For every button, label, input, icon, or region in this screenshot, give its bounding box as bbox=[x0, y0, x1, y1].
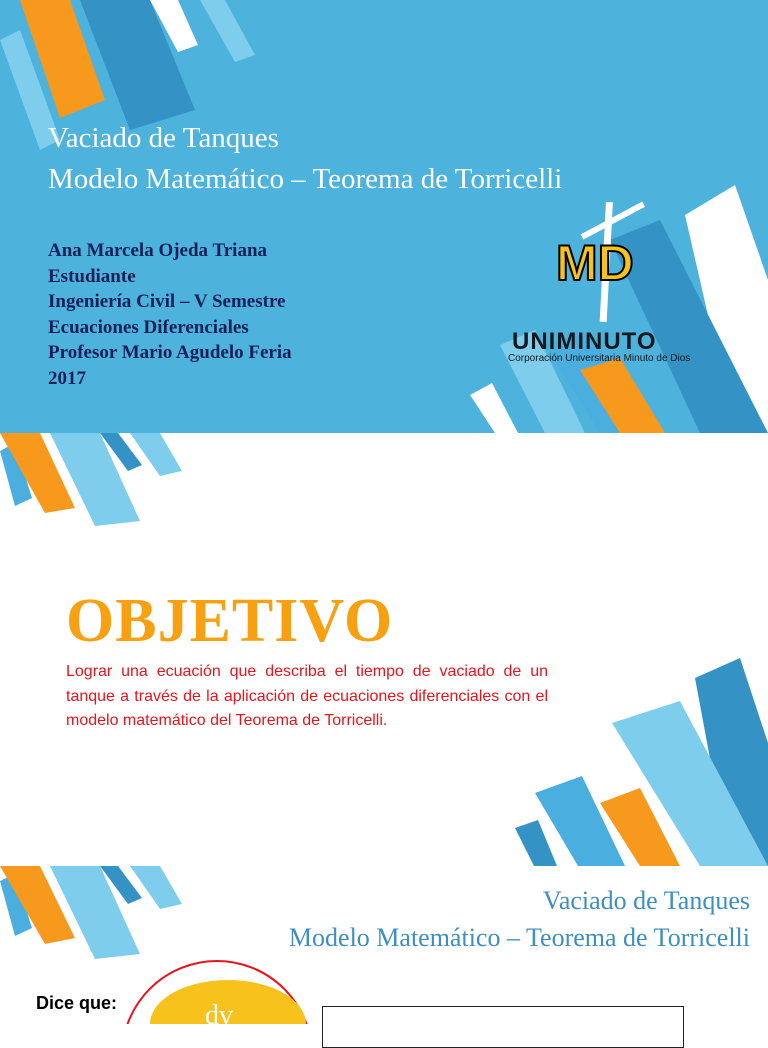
author-info bbox=[48, 238, 292, 392]
author-role: Estudiante bbox=[48, 265, 136, 287]
year: 2017 bbox=[48, 367, 86, 389]
title-slide bbox=[0, 0, 768, 433]
professor: Profesor Mario Agudelo Feria bbox=[48, 342, 292, 364]
presentation-title bbox=[48, 118, 562, 200]
formula-fragment: dv bbox=[205, 1000, 233, 1031]
logo-tagline: Corporación Universitaria Minuto de Dios bbox=[508, 353, 691, 364]
stripe bbox=[200, 0, 255, 62]
program: Ingeniería Civil – V Semestre bbox=[48, 291, 286, 313]
formula-box bbox=[322, 1006, 684, 1048]
slide3-title bbox=[289, 882, 750, 956]
objective-text: Lograr una ecuación que describa el tiempo de vaciado de un tanque a través de la aplicación de ecuaciones diferenciales con el modelo matemático del Teorema de Torricelli. bbox=[66, 663, 548, 729]
course: Ecuaciones Diferenciales bbox=[48, 316, 249, 338]
stripe bbox=[470, 383, 518, 433]
objective-heading: OBJETIVO bbox=[66, 587, 394, 655]
logo-monogram: MD bbox=[556, 235, 634, 291]
uniminuto-logo bbox=[500, 198, 715, 368]
title-line-2: Modelo Matemático – Teorema de Torricelli bbox=[48, 163, 563, 195]
title-line-1: Vaciado de Tanques bbox=[542, 886, 750, 915]
logo-name: UNIMINUTO bbox=[512, 328, 657, 355]
dice-que-label: Dice que: bbox=[36, 993, 118, 1013]
title-line-2: Modelo Matemático – Teorema de Torricelli bbox=[288, 923, 750, 952]
title-line-1: Vaciado de Tanques bbox=[48, 122, 279, 154]
author-name: Ana Marcela Ojeda Triana bbox=[48, 240, 268, 261]
